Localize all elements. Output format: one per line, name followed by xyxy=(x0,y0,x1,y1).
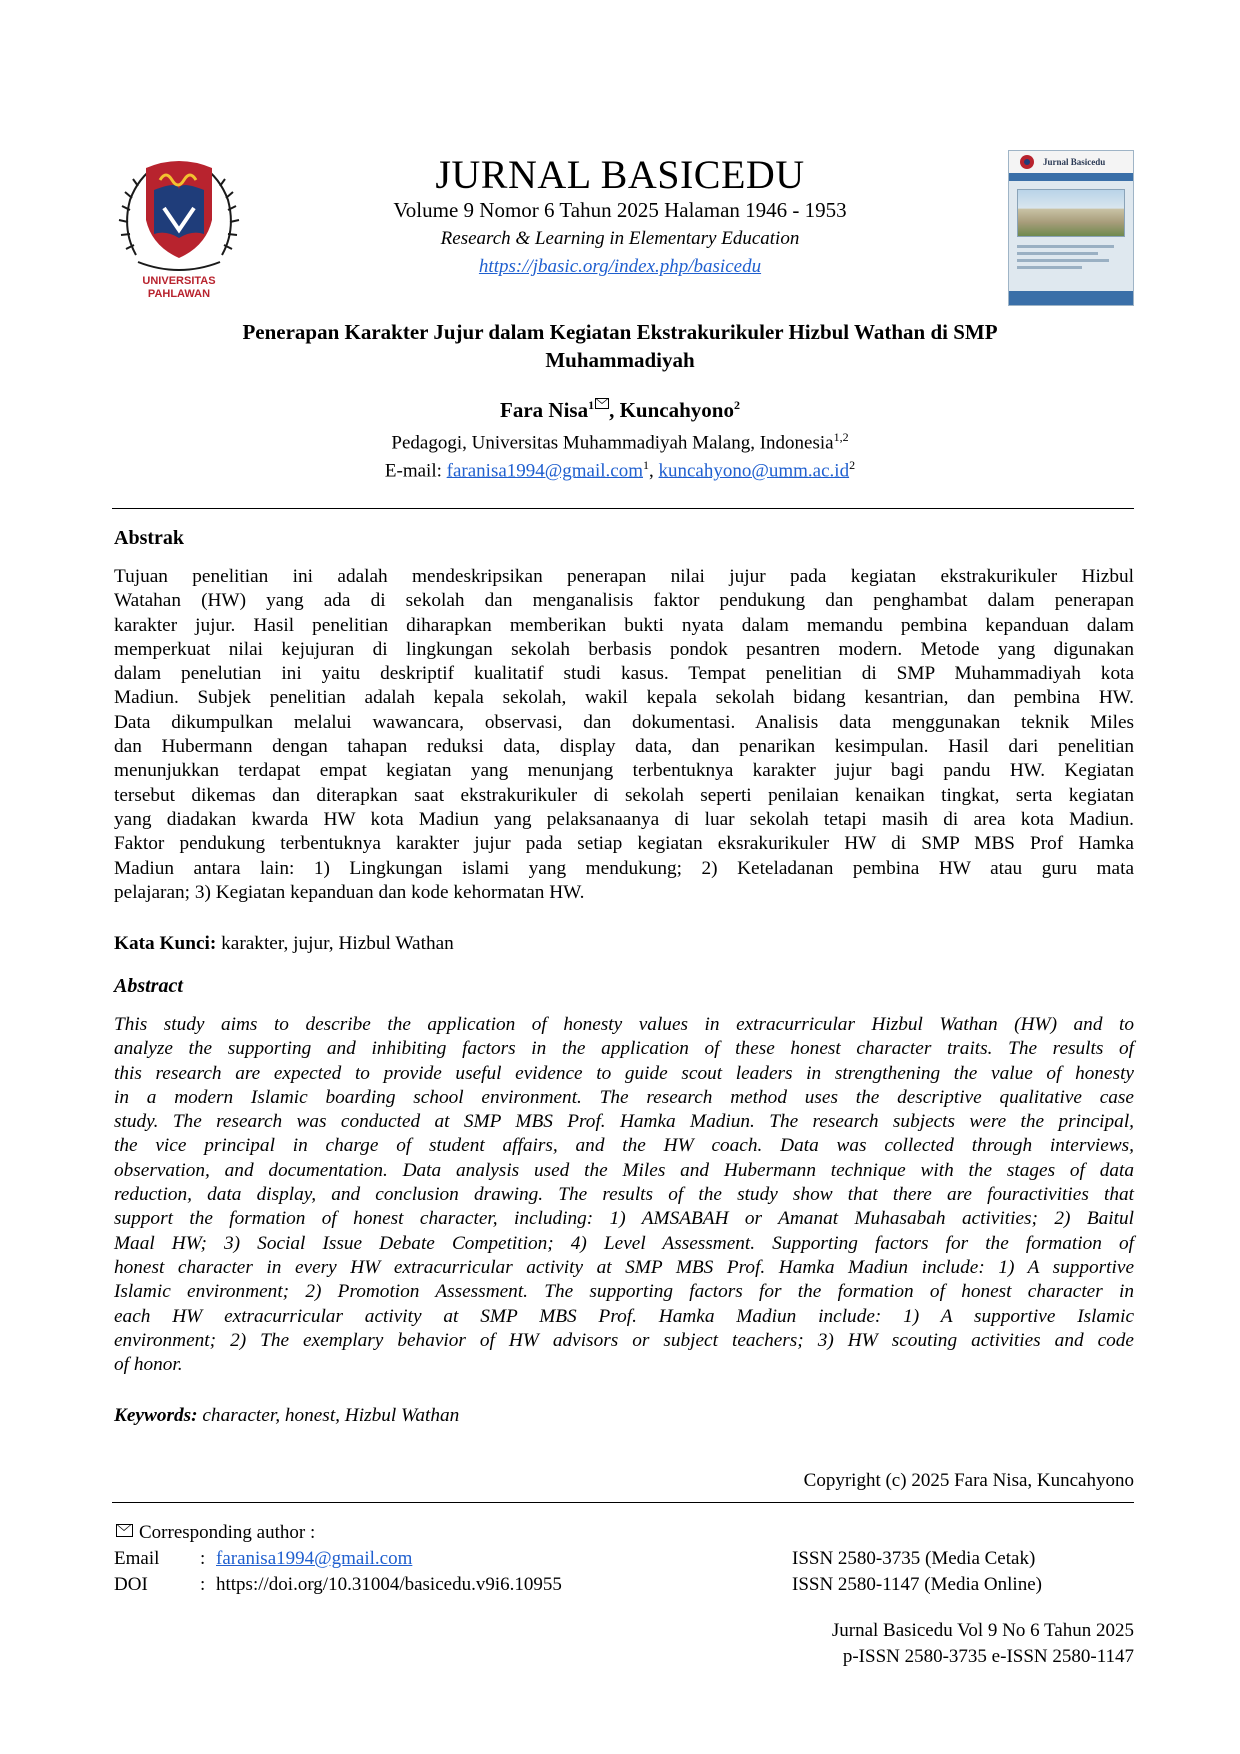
author-separator: , xyxy=(609,398,620,422)
paragraph-line: in a modern Islamic boarding school environment. The research method uses the descriptive qualitative case xyxy=(114,1086,1134,1108)
journal-cover-thumbnail xyxy=(1008,150,1134,306)
paragraph-line: honest character in every HW extracurricular activity at SMP MBS Prof. Hamka Madiun include: 1) A supportive xyxy=(114,1256,1134,1278)
footer-doi-label: DOI xyxy=(114,1574,148,1595)
email-line xyxy=(150,458,1090,482)
cover-header xyxy=(1009,151,1133,173)
journal-url-link[interactable]: https://jbasic.org/index.php/basicedu xyxy=(478,256,762,277)
bottom-divider xyxy=(112,1502,1134,1503)
paragraph-line: the vice principal in charge of student affairs, and the HW coach. Data was collected through interviews, xyxy=(114,1135,1134,1157)
kata-kunci-line xyxy=(114,933,454,955)
affiliation-sup: 1,2 xyxy=(833,430,849,444)
paragraph-line: study. The research was conducted at SMP MBS Prof. Hamka Madiun. The research subjects were the principal, xyxy=(114,1111,1134,1133)
kata-kunci-label: Kata Kunci: xyxy=(114,933,217,954)
title-line-2: Muhammadiyah xyxy=(545,348,695,372)
cover-text-lines xyxy=(1017,245,1125,269)
paragraph-line: dalam penelutian ini yaitu deskriptif kualitatif studi kasus. Tempat penelitian di SMP Muhammadiyah kota xyxy=(114,663,1134,685)
footer-doi-value: https://doi.org/10.31004/basicedu.v9i6.10955 xyxy=(216,1574,562,1595)
issn-print: ISSN 2580-3735 (Media Cetak) xyxy=(792,1548,1036,1569)
paragraph-line: Data dikumpulkan melalui wawancara, observasi, dan dokumentasi. Analisis data menggunakan teknik Miles xyxy=(114,711,1134,733)
email-2-sup: 2 xyxy=(849,458,856,472)
keywords-values: character, honest, Hizbul Wathan xyxy=(197,1405,460,1426)
abstract-body xyxy=(114,1013,1134,1377)
paragraph-line: environment; 2) The exemplary behavior of HW advisors or subject teachers; 3) HW scouting activities and code xyxy=(114,1329,1134,1351)
cover-photo xyxy=(1017,189,1125,237)
paragraph-line: of honor. xyxy=(114,1354,183,1376)
abstrak-heading: Abstrak xyxy=(114,527,185,549)
abstrak-body xyxy=(114,565,1134,905)
cover-band xyxy=(1009,173,1133,181)
email-separator: , xyxy=(649,460,659,482)
author-2: Kuncahyono xyxy=(619,398,734,422)
author-2-sup: 2 xyxy=(733,398,740,412)
footer-email-link[interactable]: faranisa1994@gmail.com xyxy=(216,1548,413,1569)
email-1-sup: 1 xyxy=(643,458,649,472)
paragraph-line: Faktor pendukung terbentuknya karakter jujur pada setiap kegiatan eksrakurikuler HW di SMP MBS Prof Hamka xyxy=(114,833,1134,855)
paragraph-line: Islamic environment; 2) Promotion Assessment. The supporting factors for the formation of honest character in xyxy=(114,1281,1134,1303)
paragraph-line: each HW extracurricular activity at SMP MBS Prof. Hamka Madiun include: 1) A supportive Islamic xyxy=(114,1305,1134,1327)
paragraph-line: Tujuan penelitian ini adalah mendeskripsikan penerapan nilai jujur pada kegiatan ekstrakurikuler Hizbul xyxy=(114,566,1134,587)
paragraph-line: yang diadakan kwarda HW kota Madiun yang pelaksanaanya di luar sekolah tetapi masih di area kota Madiun. xyxy=(114,808,1134,830)
paragraph-line: karakter jujur. Hasil penelitian diharapkan memberikan bukti nyata dalam memandu pembina kepanduan dalam xyxy=(114,614,1134,636)
author-1-sup: 1 xyxy=(588,398,595,412)
footer-email-colon: : xyxy=(200,1548,206,1569)
keywords-line xyxy=(114,1405,459,1427)
paragraph-line: pelajaran; 3) Kegiatan kepanduan dan kode kehormatan HW. xyxy=(114,881,585,903)
affiliation: Pedagogi, Universitas Muhammadiyah Malang, Indonesia xyxy=(391,432,834,454)
journal-url-line xyxy=(300,256,940,278)
paragraph-line: this research are expected to provide useful evidence to guide scout leaders in strengthening the value of honesty xyxy=(114,1062,1134,1084)
paragraph-line: analyze the supporting and inhibiting factors in the application of these honest character traits. The results of xyxy=(114,1038,1134,1060)
email-label: E-mail: xyxy=(384,460,447,482)
paragraph-line: tersebut dikemas dan diterapkan saat ekstrakurikuler di sekolah seperti penilaian kenaikan tingkat, serta kegiatan xyxy=(114,784,1134,806)
logo-text: UNIVERSITAS xyxy=(142,275,216,287)
abstract-heading: Abstract xyxy=(114,975,183,997)
affiliation-line xyxy=(150,430,1090,454)
keywords-label: Keywords: xyxy=(114,1405,198,1426)
corresponding-label: Corresponding author : xyxy=(139,1522,316,1543)
journal-subtitle: Research & Learning in Elementary Education xyxy=(440,228,800,249)
cover-title: Jurnal Basicedu xyxy=(1043,157,1106,167)
envelope-icon xyxy=(116,1524,133,1537)
kata-kunci-values: karakter, jujur, Hizbul Wathan xyxy=(216,933,454,954)
paragraph-line: Madiun antara lain: 1) Lingkungan islami yang mendukung; 2) Keteladanan pembina HW atau guru mata xyxy=(114,857,1134,879)
paragraph-line: Watahan (HW) yang ada di sekolah dan menganalisis faktor pendukung dan penghambat dalam penerapan xyxy=(114,590,1134,612)
authors-line xyxy=(150,398,1090,423)
svg-text:PAHLAWAN: PAHLAWAN xyxy=(147,288,211,300)
paragraph-line: reduction, data display, and conclusion drawing. The results of the study show that there are fouractivities that xyxy=(114,1184,1134,1206)
copyright: Copyright (c) 2025 Fara Nisa, Kuncahyono xyxy=(803,1470,1134,1491)
volume-line: Volume 9 Nomor 6 Tahun 2025 Halaman 1946 - 1953 xyxy=(393,198,847,222)
top-divider xyxy=(112,508,1134,509)
email-link-2[interactable]: kuncahyono@umm.ac.id xyxy=(658,460,850,482)
issn-online: ISSN 2580-1147 (Media Online) xyxy=(792,1574,1042,1595)
paragraph-line: Madiun. Subjek penelitian adalah kepala sekolah, wakil kepala sekolah bidang kesantrian, dan pembina HW. xyxy=(114,687,1134,709)
issn-combined: p-ISSN 2580-3735 e-ISSN 2580-1147 xyxy=(842,1646,1134,1667)
cover-footer xyxy=(1009,291,1133,305)
paragraph-line: This study aims to describe the application of honesty values in extracurricular Hizbul Wathan (HW) and to xyxy=(114,1014,1134,1035)
corresponding-author-line xyxy=(116,1522,315,1544)
title-line-1: Penerapan Karakter Jujur dalam Kegiatan Ekstrakurikuler Hizbul Wathan di SMP xyxy=(242,320,998,344)
journal-info: Jurnal Basicedu Vol 9 No 6 Tahun 2025 xyxy=(831,1620,1134,1641)
paragraph-line: dan Hubermann dengan tahapan reduksi data, display data, dan penarikan kesimpulan. Hasil dari penelitian xyxy=(114,736,1134,758)
paragraph-line: support the formation of honest character, including: 1) AMSABAH or Amanat Muhasabah activities; 2) Baitul xyxy=(114,1208,1134,1230)
cover-logo-icon xyxy=(1017,153,1037,171)
email-link-1[interactable]: faranisa1994@gmail.com xyxy=(446,460,643,482)
paragraph-line: observation, and documentation. Data analysis used the Miles and Hubermann technique with the stages of data xyxy=(114,1159,1134,1181)
footer-doi-colon: : xyxy=(200,1574,206,1595)
author-1: Fara Nisa xyxy=(500,398,589,422)
corresponding-envelope-icon xyxy=(595,398,609,409)
university-logo xyxy=(116,150,242,302)
paragraph-line: Maal HW; 3) Social Issue Debate Competition; 4) Level Assessment. Supporting factors for the formation of xyxy=(114,1232,1134,1254)
footer-email-label: Email xyxy=(114,1548,160,1569)
journal-name: JURNAL BASICEDU xyxy=(435,152,805,197)
article-title xyxy=(150,318,1090,374)
paragraph-line: menunjukkan terdapat empat kegiatan yang menunjang terbentuknya karakter jujur bagi pandu HW. Kegiatan xyxy=(114,760,1134,782)
paragraph-line: memperkuat nilai kejujuran di lingkungan sekolah berbasis pondok pesantren modern. Metode yang digunakan xyxy=(114,638,1134,660)
